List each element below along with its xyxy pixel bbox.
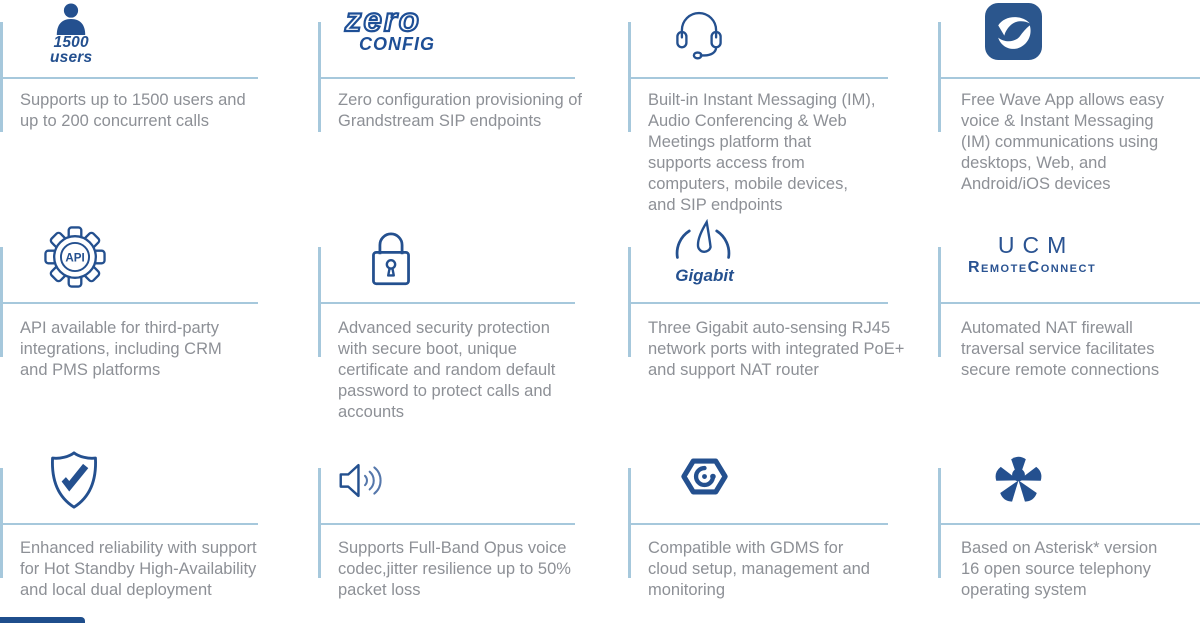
remoteconnect-logo-text: RemoteConnect <box>968 259 1097 276</box>
speedometer-icon <box>671 219 735 263</box>
api-gear-icon <box>44 226 106 288</box>
cropped-bottom-bar <box>0 617 85 623</box>
users-count-label: 1500 <box>53 34 89 51</box>
divider <box>938 523 1200 525</box>
gigabit-speedometer-icon <box>671 219 735 286</box>
divider-vertical <box>938 468 941 578</box>
feature-text: Built-in Instant Messaging (IM), Audio Conferencing & Web Meetings platform that supports access from computers, mobile devices, and SIP endpoints <box>648 91 876 214</box>
divider <box>628 302 888 304</box>
feature-card-opus <box>318 420 628 623</box>
divider <box>318 302 575 304</box>
speaker-icon <box>337 461 393 501</box>
feature-card-reliability <box>0 420 318 623</box>
divider-vertical <box>628 247 631 357</box>
divider <box>628 77 888 79</box>
config-logo-text: CONFIG <box>359 34 435 54</box>
divider <box>318 523 575 525</box>
divider-vertical <box>318 22 321 132</box>
feature-card-meetings <box>628 0 938 214</box>
feature-text: API available for third-party integrations, including CRM and PMS platforms <box>20 319 222 379</box>
shield-check-icon <box>47 450 101 511</box>
feature-card-api <box>0 210 318 420</box>
feature-card-gigabit <box>628 210 938 420</box>
feature-text: Based on Asterisk* version 16 open source telephony operating system <box>961 539 1158 599</box>
divider-vertical <box>938 247 941 357</box>
headset-icon <box>672 3 726 61</box>
zero-logo-text: zero <box>345 1 421 38</box>
feature-card-gdms <box>628 420 938 623</box>
feature-text: Compatible with GDMS for cloud setup, management and monitoring <box>648 539 870 599</box>
ucm-remoteconnect-logo <box>968 233 1096 277</box>
feature-text: Enhanced reliability with support for Hot Standby High-Availability and local dual deployment <box>20 539 257 599</box>
divider-vertical <box>0 468 3 578</box>
divider <box>0 523 258 525</box>
divider <box>0 302 258 304</box>
zero-config-logo <box>345 1 435 55</box>
feature-text: Zero configuration provisioning of Grandstream SIP endpoints <box>338 91 582 130</box>
wave-app-icon <box>985 3 1042 60</box>
ucm-logo-text: UCM <box>997 232 1075 258</box>
divider-vertical <box>628 22 631 132</box>
divider <box>318 77 575 79</box>
person-icon <box>53 3 89 35</box>
divider-vertical <box>318 247 321 357</box>
feature-text: Automated NAT firewall traversal service facilitates secure remote connections <box>961 319 1160 379</box>
feature-card-wave-app <box>938 0 1200 210</box>
asterisk-icon <box>991 452 1046 505</box>
divider <box>938 77 1200 79</box>
feature-text: Supports up to 1500 users and up to 200 concurrent calls <box>20 91 246 130</box>
feature-card-asterisk <box>938 420 1200 623</box>
divider-vertical <box>628 468 631 578</box>
gdms-icon <box>677 454 732 499</box>
feature-card-zero-config <box>318 0 628 210</box>
feature-text: Advanced security protection with secure boot, unique certificate and random default password to protect calls and accounts <box>338 319 556 421</box>
gigabit-label: Gigabit <box>675 266 734 285</box>
divider <box>938 302 1200 304</box>
lock-icon <box>367 226 415 288</box>
divider-vertical <box>0 247 3 357</box>
divider <box>628 523 888 525</box>
feature-text: Free Wave App allows easy voice & Instant Messaging (IM) communications using desktops, Web, and Android/iOS devices <box>961 91 1164 193</box>
feature-text: Supports Full-Band Opus voice codec,jitter resilience up to 50% packet loss <box>338 539 571 599</box>
feature-card-security <box>318 210 628 420</box>
users-1500-icon <box>50 3 92 65</box>
divider-vertical <box>0 22 3 132</box>
divider <box>0 77 258 79</box>
api-label: API <box>65 251 85 265</box>
divider-vertical <box>318 468 321 578</box>
users-word-label: users <box>50 49 93 66</box>
divider-vertical <box>938 22 941 132</box>
feature-card-remoteconnect <box>938 210 1200 420</box>
feature-text: Three Gigabit auto-sensing RJ45 network ports with integrated PoE+ and support NAT router <box>648 319 905 379</box>
feature-card-users <box>0 0 318 210</box>
